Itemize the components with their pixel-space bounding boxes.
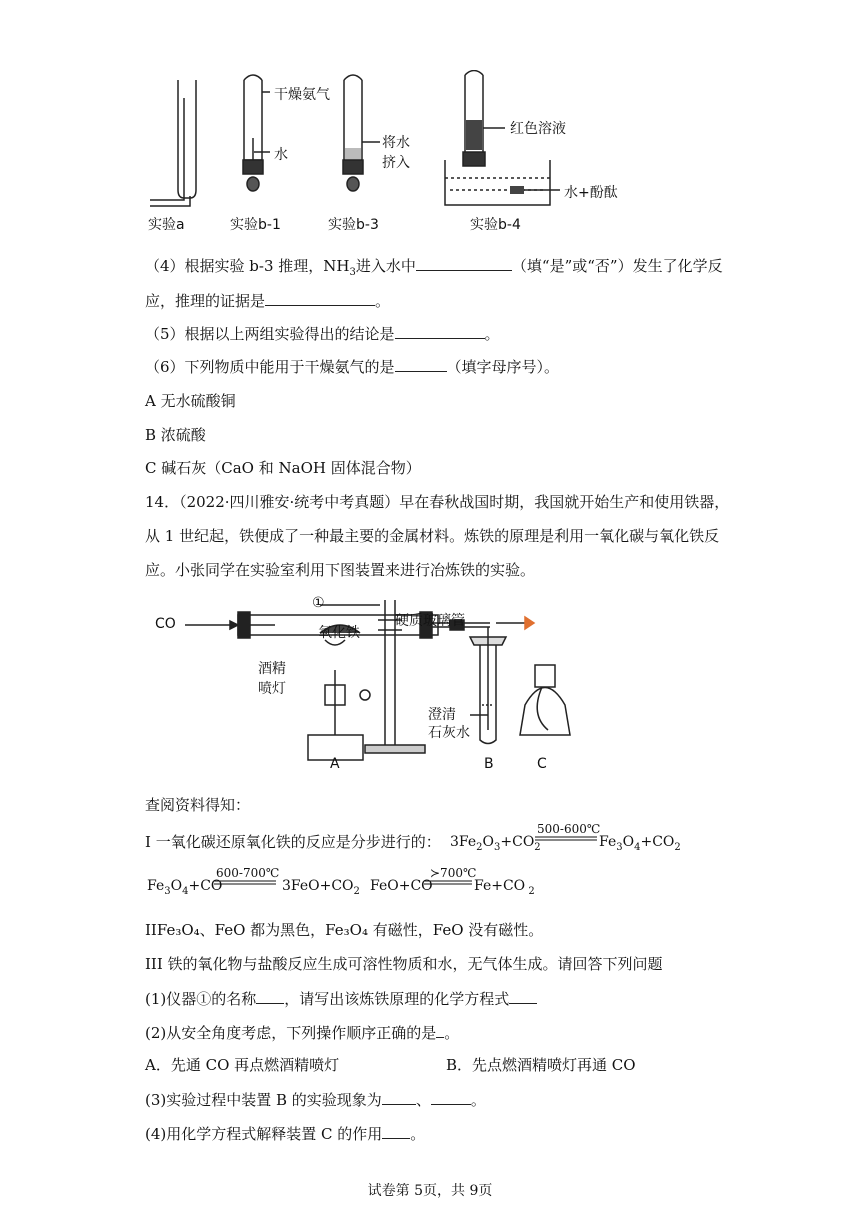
answer-blank-s4[interactable] bbox=[382, 1123, 410, 1139]
info-heading: 查阅资料得知： bbox=[145, 796, 251, 814]
label-instrument-1: ① bbox=[312, 595, 325, 611]
label-clear: 澄清 bbox=[428, 707, 456, 723]
question-4-line-1: （4）根据实验 b-3 推理，$NH_3$进入水中 （填“是”或“否”）发生了化学反 bbox=[145, 257, 723, 278]
label-apparatus-b: B bbox=[484, 756, 494, 772]
info-iii-text: III 铁的氧化物与盐酸反应生成可溶性物质和水，无气体生成。请回答下列问题 bbox=[145, 955, 663, 973]
info-ii-text: IIFe₃O₄、FeO 都为黑色，Fe₃O₄ 有磁性，FeO 没有磁性。 bbox=[145, 921, 544, 939]
equation-2-condition: 600-700℃ bbox=[216, 866, 280, 880]
label-blowtorch: 喷灯 bbox=[258, 681, 286, 697]
label-squeeze-water: 将水 bbox=[382, 135, 410, 151]
equation-1-right: $Fe_3O_4+CO_2$ bbox=[599, 834, 681, 853]
answer-blank-q4a[interactable] bbox=[416, 255, 512, 271]
label-apparatus-a: A bbox=[330, 756, 340, 772]
question-14-line-1: 14．（2022·四川雅安·统考中考真题）早在春秋战国时期，我国就开始生产和使用铁器， bbox=[145, 493, 730, 511]
label-hard-glass-tube: 硬质玻璃管 bbox=[395, 613, 465, 629]
label-iron-oxide: 氧化铁 bbox=[318, 625, 360, 641]
question-4-line-2: 应，推理的证据是 。 bbox=[145, 292, 391, 310]
option-2b: B．先点燃酒精喷灯再通 CO bbox=[446, 1056, 636, 1074]
answer-blank-s3a[interactable] bbox=[382, 1089, 416, 1105]
equation-1-bar bbox=[535, 836, 597, 842]
page-footer: 试卷第 5页，共 9页 bbox=[367, 1183, 493, 1199]
caption-experiment-a: 实验a bbox=[148, 217, 185, 233]
figure-iron-smelting-apparatus bbox=[150, 595, 600, 775]
equation-3-left: FeO+CO bbox=[370, 878, 433, 894]
label-water: 水 bbox=[274, 147, 288, 163]
option-6c: C 碱石灰（CaO 和 NaOH 固体混合物） bbox=[145, 459, 421, 477]
equation-1-left: $3Fe_2O_3+CO_2$ bbox=[450, 834, 541, 853]
equation-1-condition: 500-600℃ bbox=[537, 822, 601, 836]
sub-question-1: (1)仪器①的名称 ，请写出该炼铁原理的化学方程式 bbox=[145, 988, 537, 1009]
caption-experiment-b3: 实验b-3 bbox=[328, 217, 379, 233]
caption-experiment-b4: 实验b-4 bbox=[470, 217, 521, 233]
equation-2-bar bbox=[214, 880, 276, 886]
label-alcohol: 酒精 bbox=[258, 661, 286, 677]
equation-2-left: $Fe_3O_4+CO$ bbox=[147, 878, 223, 897]
equation-3-bar bbox=[424, 880, 472, 886]
label-dry-ammonia: 干燥氨气 bbox=[274, 87, 330, 103]
sub-question-2: (2)从安全角度考虑，下列操作顺序正确的是 。 bbox=[145, 1024, 460, 1042]
question-5: （5）根据以上两组实验得出的结论是 。 bbox=[145, 325, 500, 343]
answer-blank-q6[interactable] bbox=[395, 356, 447, 372]
info-i-text: I 一氧化碳还原氧化铁的反应是分步进行的： bbox=[145, 833, 441, 851]
label-apparatus-c: C bbox=[537, 756, 547, 772]
label-red-solution: 红色溶液 bbox=[510, 121, 566, 137]
option-6a: A 无水硫酸铜 bbox=[145, 392, 236, 410]
answer-blank-s3b[interactable] bbox=[431, 1089, 471, 1105]
sub-question-3: (3)实验过程中装置 B 的实验现象为 、 。 bbox=[145, 1091, 486, 1109]
label-water-phenolphthalein: 水+酚酞 bbox=[564, 185, 618, 201]
label-squeeze-in: 挤入 bbox=[382, 155, 410, 171]
question-14-line-3: 应。小张同学在实验室利用下图装置来进行冶炼铁的实验。 bbox=[145, 561, 536, 579]
option-6b: B 浓硫酸 bbox=[145, 426, 206, 444]
label-limewater: 石灰水 bbox=[428, 725, 470, 741]
option-2a: A．先通 CO 再点燃酒精喷灯 bbox=[145, 1056, 340, 1074]
equation-3-condition: ≻700℃ bbox=[430, 866, 477, 880]
equation-3-right: Fe+CO $_2$ bbox=[474, 878, 535, 897]
label-co: CO bbox=[155, 616, 176, 632]
caption-experiment-b1: 实验b-1 bbox=[230, 217, 281, 233]
answer-blank-s1b[interactable] bbox=[509, 988, 537, 1004]
answer-blank-q4b[interactable] bbox=[265, 290, 375, 306]
equation-2-right: $3FeO+CO_2$ bbox=[282, 878, 360, 897]
question-14-line-2: 从 1 世纪起，铁便成了一种最主要的金属材料。炼铁的原理是利用一氧化碳与氧化铁反 bbox=[145, 527, 720, 545]
answer-blank-s1a[interactable] bbox=[256, 988, 284, 1004]
question-6: （6）下列物质中能用于干燥氨气的是 （填字母序号）。 bbox=[145, 358, 560, 376]
answer-blank-q5[interactable] bbox=[395, 323, 485, 339]
sub-question-4: (4)用化学方程式解释装置 C 的作用 。 bbox=[145, 1125, 426, 1143]
